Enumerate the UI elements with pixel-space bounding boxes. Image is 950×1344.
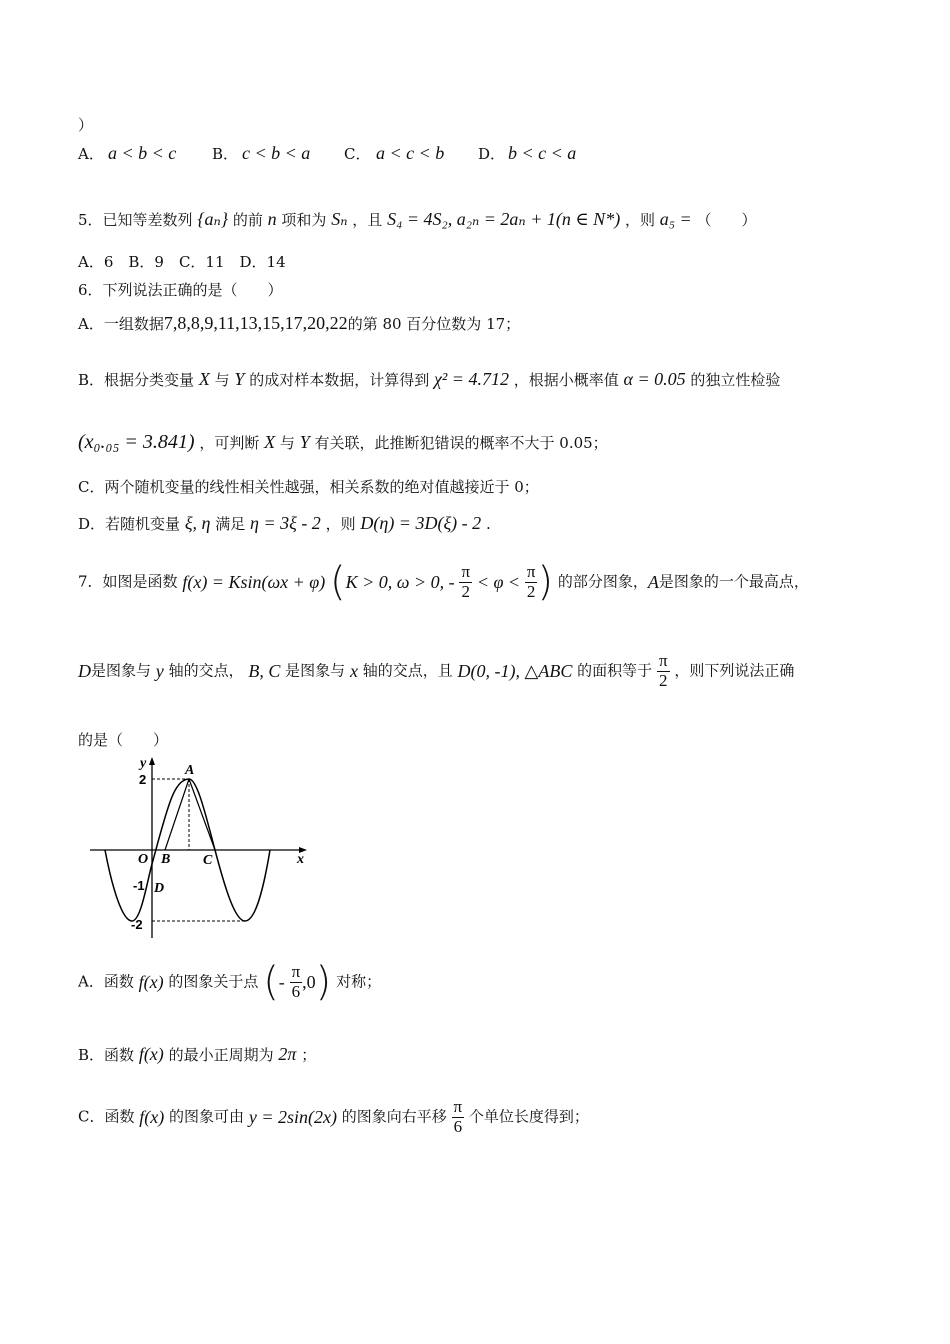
- q7-c-base-function: y = 2sin(2x): [248, 1107, 337, 1128]
- sine-graph-figure: [85, 752, 310, 942]
- q7-a-right-paren: ): [315, 959, 332, 1005]
- q6-a-prefix: A．一组数据: [78, 315, 164, 333]
- q7-c-frac-num: π: [453, 1097, 463, 1116]
- q4-option-c-label: C．: [344, 145, 371, 163]
- q7-a-pi-over-6: [290, 963, 303, 1001]
- q7-prefix: 7．如图是函数: [78, 572, 178, 591]
- q5-text-4: ，则: [624, 211, 655, 229]
- question-5: [78, 210, 756, 228]
- q5-n: n: [267, 209, 277, 229]
- q7-lt: < φ <: [476, 572, 521, 592]
- q7-frac1-den: 2: [461, 581, 470, 601]
- q6-d-end: .: [485, 515, 491, 533]
- q6-b2-text-1: ，可判断: [199, 434, 260, 452]
- q4-option-a-label: A．: [78, 145, 104, 163]
- q6-d-prefix: D．若随机变量: [78, 515, 181, 533]
- q4-option-c-math: a < c < b: [376, 143, 445, 163]
- q4-option-a-math: a < b < c: [108, 143, 177, 163]
- q6-b-critical-value: (x₀.₀₅ = 3.841): [78, 431, 195, 453]
- q7-points-bc: B, C: [248, 661, 281, 682]
- q6-stem: 6．下列说法正确的是（ ）: [78, 281, 283, 299]
- q6-b2-y: Y: [299, 432, 310, 452]
- q7-option-c: [78, 1098, 589, 1136]
- q7-c-frac-den: 6: [453, 1116, 463, 1136]
- q4-option-d-math: b < c < a: [508, 143, 577, 163]
- graph-tick-neg1: -1: [133, 878, 145, 893]
- q5-text-1: 的前: [232, 211, 263, 229]
- q7-c-text-1: 的图象可由: [169, 1107, 245, 1126]
- q7-point-d: D: [78, 661, 91, 682]
- q7-l2-text-6: ，则下列说法正确: [674, 661, 795, 680]
- q7-left-paren: (: [330, 559, 346, 605]
- q6-option-b-continued: [78, 432, 608, 452]
- q6-option-c: C．两个随机变量的线性相关性越强，相关系数的绝对值越接近于 0；: [78, 478, 539, 496]
- q7-a-zero: ,0: [302, 972, 316, 992]
- q6-b-text-1: 与: [214, 371, 230, 389]
- q7-a-text-2: 对称；: [336, 972, 382, 991]
- graph-point-d-label: D: [154, 881, 165, 896]
- q7-a-left-paren: (: [263, 959, 279, 1005]
- q7-l2-text-1: 是图象与: [91, 661, 152, 680]
- q7-option-b: [78, 1045, 316, 1063]
- q6-d-text-2: ，则: [325, 515, 356, 533]
- q4-option-d-label: D．: [478, 145, 506, 163]
- graph-point-b-label: B: [161, 852, 171, 867]
- q4-option-b-math: c < b < a: [242, 143, 311, 163]
- q6-d-relation: η = 3ξ - 2: [250, 513, 321, 533]
- q7-text-2: 是图象的一个最高点，: [658, 572, 809, 591]
- q6-a-data: 7,8,8,9,11,13,15,17,20,22: [163, 313, 348, 333]
- q6-b-alpha: α = 0.05: [623, 369, 686, 389]
- q7-frac2-den: 2: [526, 581, 536, 601]
- q5-text-2: 项和为: [281, 211, 327, 229]
- q7-c-text-2: 的图象向右平移: [341, 1107, 447, 1126]
- q5-text-3: ，且: [352, 211, 383, 229]
- q7-x-axis-name: x: [349, 661, 358, 682]
- q7-function: f(x) = Ksin(ωx + φ): [182, 572, 326, 592]
- q6-b-y: Y: [234, 369, 245, 389]
- y-axis-arrow: [149, 757, 155, 765]
- q7-area-pi-over-2: [657, 652, 670, 690]
- graph-point-c-label: C: [203, 853, 213, 868]
- graph-y-label: y: [140, 756, 147, 771]
- q7-a-text-1: 的图象关于点: [168, 972, 259, 991]
- q6-d-result: D(η) = 3D(ξ) - 2: [360, 513, 482, 533]
- q7-text-1: 的部分图象，: [557, 572, 648, 591]
- q7-b-prefix: B．函数: [78, 1046, 135, 1064]
- q7-neg-pi-over-2: [459, 563, 472, 601]
- q7-line-3: 的是（ ）: [78, 731, 169, 749]
- q5-a5: a₅ =: [659, 209, 692, 229]
- graph-tick-neg2: -2: [131, 917, 143, 932]
- q6-b-text-4: 的独立性检验: [690, 371, 781, 389]
- graph-point-a-label: A: [185, 763, 195, 778]
- q7-c-pi-over-6: [452, 1098, 465, 1136]
- q6-option-a: [78, 314, 520, 332]
- q6-d-text-1: 满足: [215, 515, 246, 533]
- triangle-side-ac: [189, 779, 215, 850]
- q7-a-function: f(x): [138, 972, 164, 992]
- q7-l2-text-3: 是图象与: [285, 661, 346, 680]
- q6-a-suffix: 的第 80 百分位数为 17；: [347, 315, 521, 333]
- graph-x-label: x: [297, 852, 304, 867]
- q7-option-a: [78, 959, 382, 1005]
- q7-b-function: f(x): [138, 1044, 164, 1064]
- q6-b-text-3: ，根据小概率值: [513, 371, 619, 389]
- q7-b-text-2: ；: [301, 1046, 317, 1064]
- q7-frac3-num: π: [658, 651, 668, 670]
- q7-c-prefix: C．函数: [78, 1107, 135, 1126]
- q7-point-a: A: [647, 572, 659, 592]
- question-7-line-1: [78, 559, 809, 605]
- q7-b-text-1: 的最小正周期为: [168, 1046, 274, 1064]
- q6-option-b: [78, 370, 780, 388]
- q7-a-minus: -: [278, 972, 285, 992]
- q4-option-b-label: B．: [212, 145, 239, 163]
- q7-a-frac-den: 6: [291, 981, 301, 1001]
- q4-options: [78, 144, 576, 162]
- q7-y-axis-name: y: [155, 661, 164, 682]
- q5-answer-blank: （ ）: [696, 211, 757, 229]
- q5-options: A．6 B．9 C．11 D．14: [78, 253, 286, 271]
- q7-a-prefix: A．函数: [78, 972, 134, 991]
- q5-condition: S₄ = 4S₂, a₂ₙ = 2aₙ + 1(n ∈ N*): [387, 209, 621, 229]
- q6-b-x: X: [198, 369, 210, 389]
- q7-pi-over-2: [525, 563, 538, 601]
- graph-tick-2: 2: [139, 772, 147, 787]
- q6-d-vars: ξ, η: [184, 513, 211, 533]
- q6-b-chi-square: χ² = 4.712: [433, 369, 509, 389]
- question-7-line-2: [78, 652, 794, 690]
- q6-b2-text-2: 与: [279, 434, 295, 452]
- q7-right-paren: ): [537, 559, 554, 605]
- q7-condition: K > 0, ω > 0, -: [345, 572, 455, 592]
- q7-b-period: 2π: [278, 1044, 297, 1064]
- q5-prefix: 5．已知等差数列: [78, 211, 193, 229]
- q6-b2-text-3: 有关联，此推断犯错误的概率不大于 0.05；: [314, 434, 608, 452]
- q6-b-prefix: B．根据分类变量: [78, 371, 195, 389]
- q7-frac3-den: 2: [659, 670, 668, 690]
- q7-c-text-3: 个单位长度得到；: [468, 1107, 589, 1126]
- q6-b2-x: X: [264, 432, 276, 452]
- q7-c-function: f(x): [139, 1107, 165, 1128]
- q7-a-frac-num: π: [291, 961, 301, 981]
- q7-l2-text-5: 的面积等于: [577, 661, 653, 680]
- q6-b-text-2: 的成对样本数据，计算得到: [249, 371, 430, 389]
- q5-sn: Sₙ: [331, 209, 348, 229]
- graph-origin-label: O: [138, 852, 149, 867]
- previous-question-closing-paren: ）: [78, 116, 94, 134]
- q7-frac2-num: π: [526, 561, 536, 581]
- q7-l2-text-4: 轴的交点，且: [362, 661, 453, 680]
- triangle-side-ab: [165, 779, 189, 850]
- q6-option-d: [78, 514, 491, 532]
- q7-l2-math: D(0, -1), △ABC: [457, 661, 573, 682]
- q7-frac1-num: π: [461, 561, 471, 581]
- q5-sequence: {aₙ}: [197, 209, 229, 229]
- q7-l2-text-2: 轴的交点，: [168, 661, 244, 680]
